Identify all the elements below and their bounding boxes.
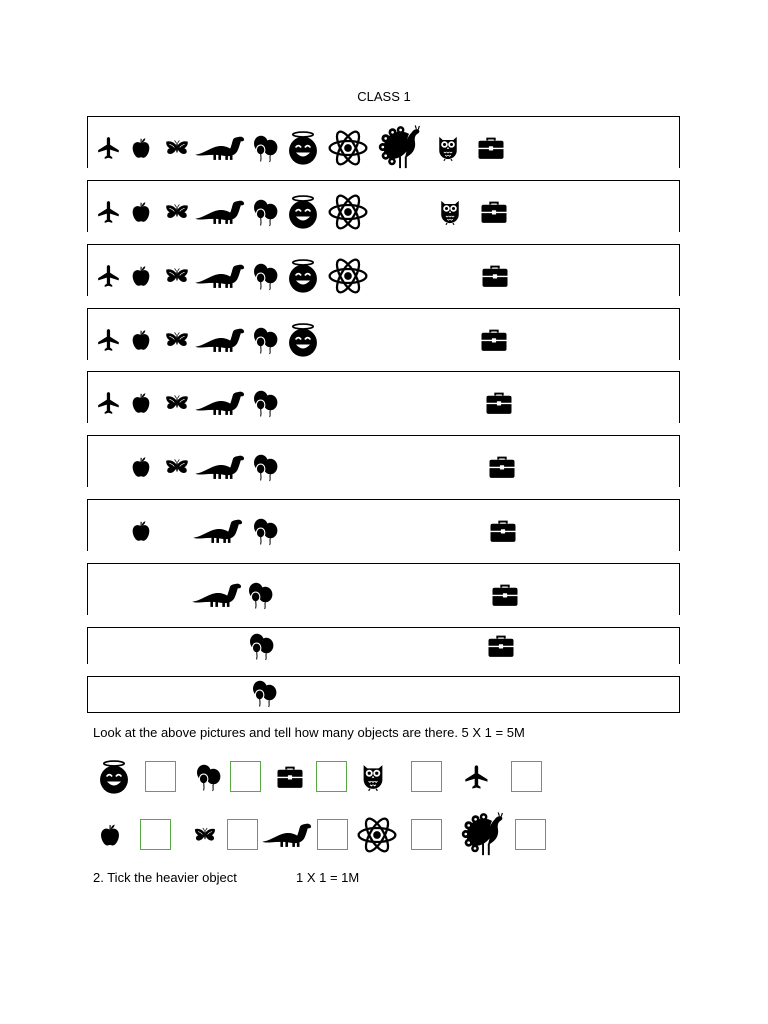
airplane-icon [96,327,122,353]
question-2-marks: 1 X 1 = 1M [296,870,360,885]
class-title: CLASS 1 [357,89,411,104]
briefcase-icon [485,452,519,482]
briefcase-icon [477,197,511,227]
butterfly-icon [160,199,194,225]
answer-box-apple[interactable] [140,819,171,850]
briefcase-icon [482,388,516,418]
briefcase-icon [474,133,508,163]
atom-icon [356,814,398,856]
butterfly-icon [160,135,194,161]
airplane-icon [96,199,122,225]
smiley-icon [285,321,321,359]
dinosaur-icon [195,134,247,162]
smiley-icon [285,257,321,295]
atom-icon [327,191,369,233]
picture-row-box [87,499,680,551]
balloons-icon [249,678,279,708]
briefcase-icon [486,516,520,546]
briefcase-icon [477,325,511,355]
apple-icon [96,820,124,850]
apple-icon [128,389,154,417]
butterfly-icon [189,823,221,847]
balloons-icon [250,133,280,163]
dinosaur-icon [193,517,245,545]
balloons-icon [250,388,280,418]
picture-row-box [87,627,680,664]
balloons-icon [250,516,280,546]
butterfly-icon [160,327,194,353]
dinosaur-icon [195,326,247,354]
owl-icon [434,132,462,164]
answer-box-balloons[interactable] [230,761,261,792]
balloons-icon [246,631,276,661]
apple-icon [128,326,154,354]
smiley-icon [285,193,321,231]
airplane-icon [96,263,122,289]
dinosaur-icon [195,198,247,226]
question-2-text: 2. Tick the heavier object [93,870,237,885]
apple-icon [128,517,154,545]
balloons-icon [250,452,280,482]
answer-box-atom[interactable] [411,819,442,850]
answer-box-smiley[interactable] [145,761,176,792]
dinosaur-icon [195,453,247,481]
owl-icon [358,760,388,794]
atom-icon [327,255,369,297]
briefcase-icon [478,261,512,291]
picture-row-box [87,676,680,713]
peacock-icon [376,125,426,171]
airplane-icon [96,390,122,416]
airplane-icon [463,763,491,791]
apple-icon [128,134,154,162]
butterfly-icon [160,263,194,289]
picture-row-box [87,563,680,615]
balloons-icon [193,762,223,792]
dinosaur-icon [192,581,244,609]
smiley-icon [285,129,321,167]
answer-box-briefcase[interactable] [316,761,347,792]
answer-box-dinosaur[interactable] [317,819,348,850]
smiley-icon [96,758,132,796]
balloons-icon [250,197,280,227]
answer-box-owl[interactable] [411,761,442,792]
balloons-icon [250,261,280,291]
butterfly-icon [160,390,194,416]
dinosaur-icon [195,389,247,417]
owl-icon [436,196,464,228]
briefcase-icon [484,631,518,661]
butterfly-icon [160,454,194,480]
dinosaur-icon [195,262,247,290]
balloons-icon [245,580,275,610]
question-1-text: Look at the above pictures and tell how many objects are there. 5 X 1 = 5M [93,725,525,740]
briefcase-icon [488,580,522,610]
apple-icon [128,262,154,290]
apple-icon [128,453,154,481]
atom-icon [327,127,369,169]
answer-box-airplane[interactable] [511,761,542,792]
answer-box-butterfly[interactable] [227,819,258,850]
dinosaur-icon [262,821,314,849]
apple-icon [128,198,154,226]
briefcase-icon [273,762,307,792]
balloons-icon [250,325,280,355]
answer-box-peacock[interactable] [515,819,546,850]
peacock-icon [459,812,509,858]
airplane-icon [96,135,122,161]
